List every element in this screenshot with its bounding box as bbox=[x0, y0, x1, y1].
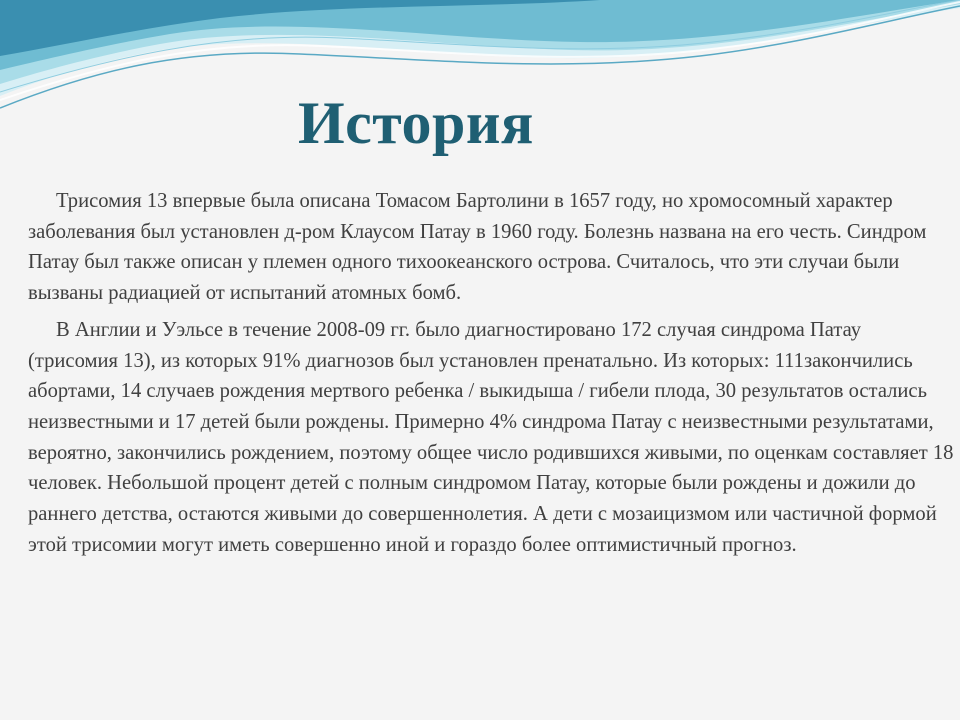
slide-body bbox=[28, 186, 954, 560]
paragraph-statistics: В Англии и Уэльсе в течение 2008-09 гг. было диагностировано 172 случая синдрома Патау (трисомия 13), из которых 91% диагнозов был установлен пренатально. Из которых: 111закончились абортами, 14 случаев рождения мертвого ребенка / выкидыша / гибели плода, 30 результатов остались неизвестными и 17 детей были рождены. Примерно 4% синдрома Патау с неизвестными результатами, вероятно, закончились рождением, поэтому общее число родившихся живыми, по оценкам составляет 18 человек. Небольшой процент детей с полным синдромом Патау, которые были рождены и дожили до раннего детства, остаются живыми до совершеннолетия. А дети с мозаицизмом или частичной формой этой трисомии могут иметь совершенно иной и гораздо более оптимистичный прогноз. bbox=[28, 318, 954, 556]
paragraph-history: Трисомия 13 впервые была описана Томасом Бартолини в 1657 году, но хромосомный характер заболевания был установлен д-ром Клаусом Патау в 1960 году. Болезнь названа на его честь. Синдром Патау был также описан у племен одного тихоокеанского острова. Считалось, что эти случаи были вызваны радиацией от испытаний атомных бомб. bbox=[28, 190, 927, 305]
slide-title: История bbox=[298, 90, 534, 156]
